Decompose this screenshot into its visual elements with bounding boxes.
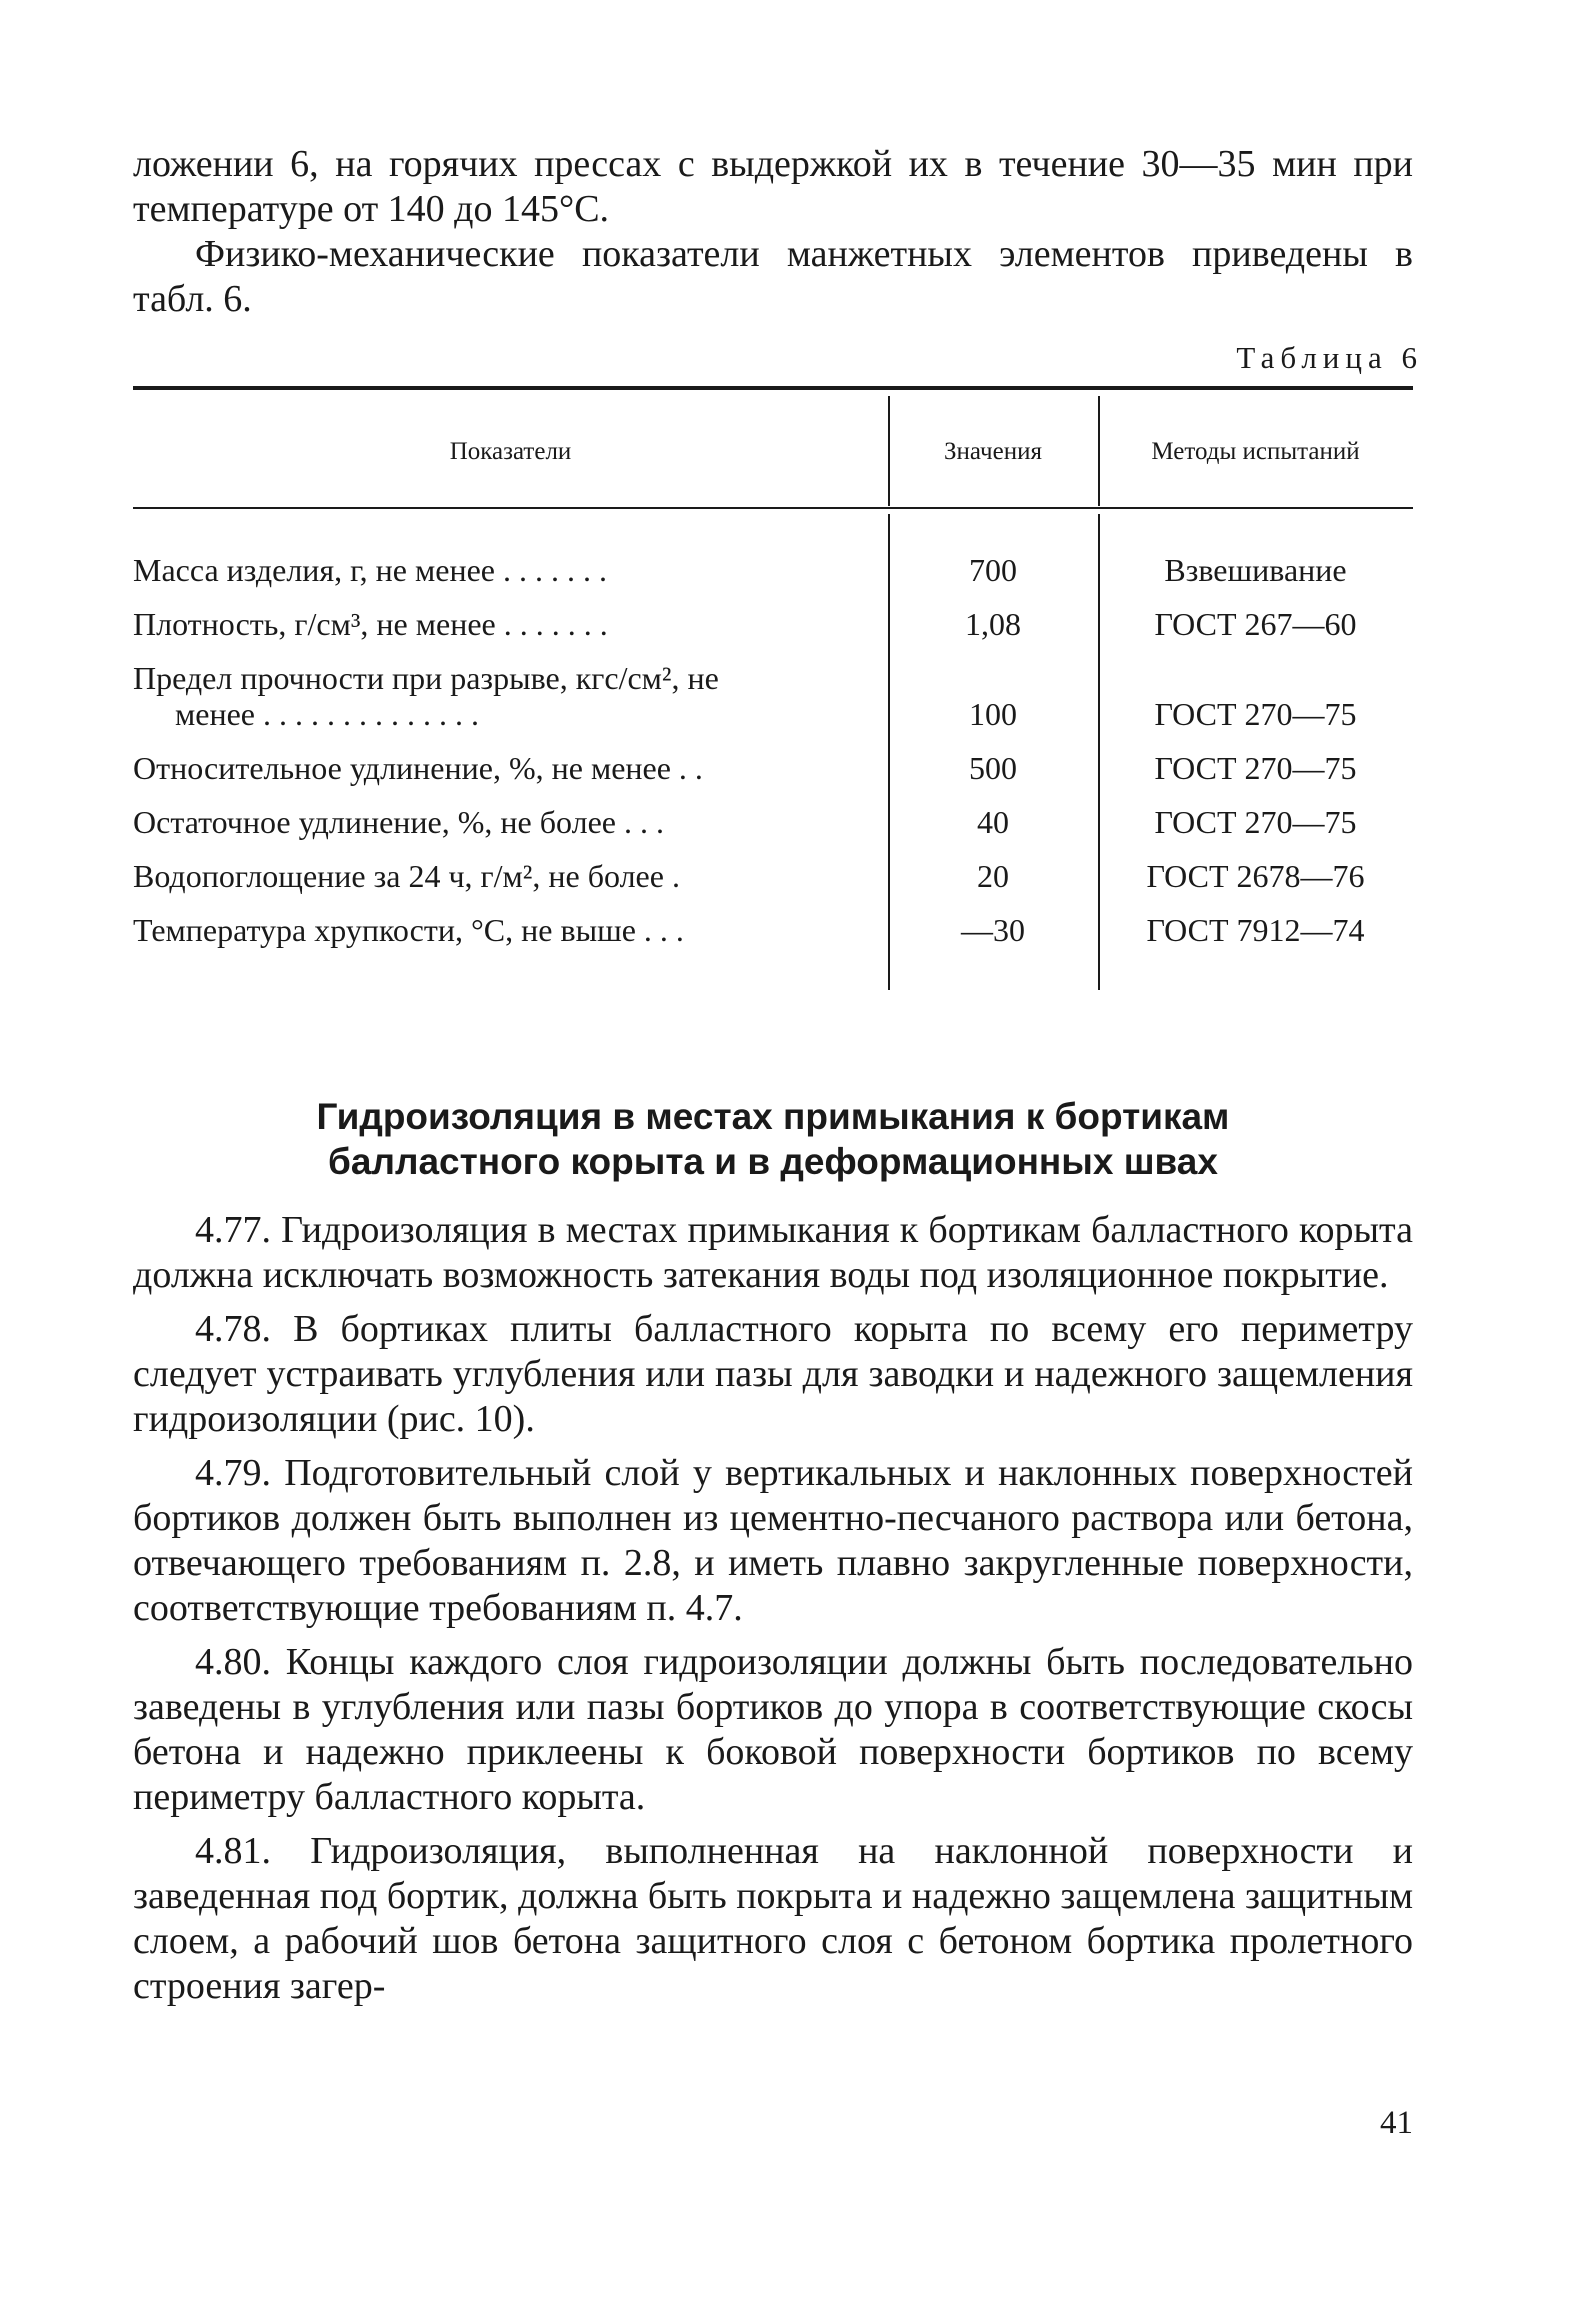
table-caption: Таблица 6	[1236, 340, 1423, 375]
section-body	[133, 1208, 1413, 2018]
row-value: 500	[969, 750, 1017, 786]
row-value: 100	[969, 696, 1017, 732]
row-method: ГОСТ 2678—76	[1146, 858, 1365, 894]
paragraph-4-80: 4.80. Концы каждого слоя гидроизоляции должны быть последовательно заведены в углубления или пазы бортиков до упора в соответствующие скосы бетона и надежно приклеены к боковой поверхности бортиков по всему периметру балластного корыта.	[133, 1641, 1413, 1818]
row-method: ГОСТ 270—75	[1154, 804, 1357, 840]
row-label: Масса изделия, г, не менее . . . . . . .	[133, 552, 607, 588]
row-label: Предел прочности при разрыве, кгс/см², не	[133, 660, 719, 696]
row-method: Взвешивание	[1164, 552, 1347, 588]
paragraph-4-78: 4.78. В бортиках плиты балластного корыта по всему его периметру следует устраивать углубления или пазы для заводки и надежного защемления гидроизоляции (рис. 10).	[133, 1308, 1413, 1440]
row-method: ГОСТ 270—75	[1154, 750, 1357, 786]
row-value: 40	[977, 804, 1009, 840]
header-indicators: Показатели	[449, 438, 572, 465]
row-method: ГОСТ 270—75	[1154, 696, 1357, 732]
paragraph-4-81: 4.81. Гидроизоляция, выполненная на наклонной поверхности и заведенная под бортик, должна быть покрыта и надежно защемлена защитным слоем, а рабочий шов бетона защитного слоя с бетоном бортика пролетного строения загер-	[133, 1830, 1413, 2007]
row-method: ГОСТ 267—60	[1154, 606, 1357, 642]
header-values: Значения	[944, 438, 1042, 465]
row-value: 700	[969, 552, 1017, 588]
page-number: 41	[1380, 2105, 1413, 2141]
paragraph-4-79: 4.79. Подготовительный слой у вертикальных и наклонных поверхностей бортиков должен быть выполнен из цементно-песчаного раствора или бетона, отвечающего требованиям п. 2.8, и иметь плавно закругленные поверхности, соответствующие требованиям п. 4.7.	[133, 1452, 1413, 1629]
table-top-rule	[133, 386, 1413, 390]
row-label: Температура хрупкости, °С, не выше . . .	[133, 912, 684, 948]
row-label-continued: менее . . . . . . . . . . . . . .	[175, 696, 479, 732]
row-value: 20	[977, 858, 1009, 894]
section-heading-line-2: балластного корыта и в деформационных швах	[328, 1141, 1218, 1182]
intro-paragraph-2: Физико-механические показатели манжетных элементов приведены в табл. 6.	[133, 233, 1413, 320]
row-value: —30	[961, 912, 1025, 948]
row-value: 1,08	[965, 606, 1021, 642]
section-heading	[133, 1094, 1413, 1184]
row-label: Плотность, г/см³, не менее . . . . . . .	[133, 606, 608, 642]
row-label: Остаточное удлинение, %, не более . . .	[133, 804, 664, 840]
row-label: Водопоглощение за 24 ч, г/м², не более .	[133, 858, 680, 894]
header-bottom-rule	[133, 507, 1413, 509]
section-heading-line-1: Гидроизоляция в местах примыкания к бортикам	[316, 1096, 1230, 1137]
intro-paragraph-1: ложении 6, на горячих прессах с выдержкой их в течение 30—35 мин при температуре от 140 до 145°С.	[133, 143, 1413, 230]
row-label: Относительное удлинение, %, не менее . .	[133, 750, 703, 786]
header-methods: Методы испытаний	[1151, 438, 1360, 465]
row-method: ГОСТ 7912—74	[1146, 912, 1365, 948]
paragraph-4-77: 4.77. Гидроизоляция в местах примыкания к бортикам балластного корыта должна исключать возможность затекания воды под изоляционное покрытие.	[133, 1209, 1413, 1296]
